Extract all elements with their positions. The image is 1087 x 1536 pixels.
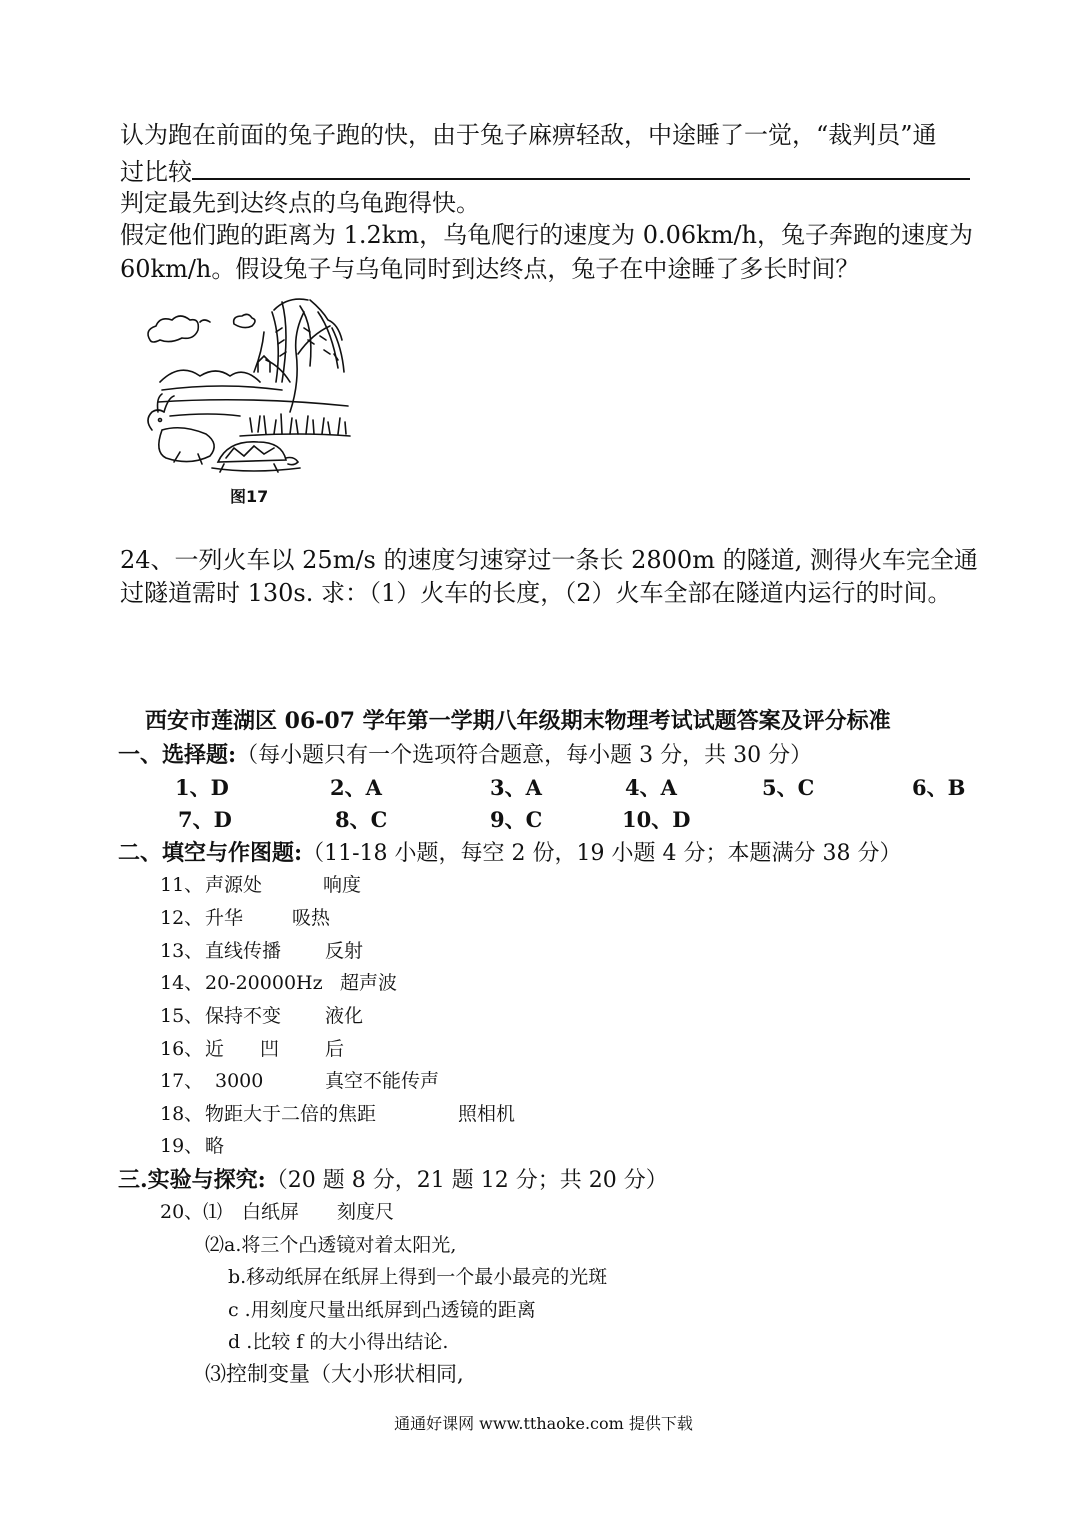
fill-answer-15: 15、保持不变 液化 [160, 1005, 364, 1027]
choice-answer: 1、D [175, 775, 229, 800]
choice-answer: 2、A [330, 775, 382, 800]
fill-answer-14: 14、20-20000Hz 超声波 [160, 972, 398, 994]
problem23-line2-prefix: 过比较 [120, 158, 192, 186]
problem23-line4: 假定他们跑的距离为 1.2km，乌龟爬行的速度为 0.06km/h，兔子奔跑的速度为 [120, 221, 974, 249]
section2-heading-line [118, 836, 901, 867]
answer-key-title: 西安市莲湖区 06-07 学年第一学期八年级期末物理考试试题答案及评分标准 [145, 708, 891, 734]
fill-answer-17: 17、 3000 真空不能传声 [160, 1070, 440, 1092]
figure-caption: 图17 [230, 487, 269, 506]
fill-answer-11: 11、声源处 响度 [160, 874, 362, 896]
fill-answer-13: 13、直线传播 反射 [160, 940, 364, 962]
answer-blank-line [192, 152, 970, 180]
choice-answer: 3、A [490, 775, 542, 800]
problem24-line2: 过隧道需时 130s. 求：（1）火车的长度，（2）火车全部在隧道内运行的时间。 [120, 579, 952, 607]
problem23-line2 [120, 152, 970, 189]
problem23-line3: 判定最先到达终点的乌龟跑得快。 [120, 189, 480, 217]
problem23-line1: 认为跑在前面的兔子跑的快，由于兔子麻痹轻敌，中途睡了一觉，“裁判员”通 [120, 121, 937, 149]
choice-answer: 9、C [490, 807, 543, 832]
hare-tortoise-illustration [140, 292, 358, 480]
choice-answer: 4、A [625, 775, 677, 800]
problem23-line5: 60km/h。假设兔子与乌龟同时到达终点，兔子在中途睡了多长时间？ [120, 255, 860, 283]
section2-heading: 二、填空与作图题: [118, 840, 303, 866]
problem24-line1: 24、一列火车以 25m/s 的速度匀速穿过一条长 2800m 的隧道, 测得火车完全通 [120, 546, 978, 574]
section3-heading-line [118, 1163, 668, 1194]
q20-part1: 20、⑴ 白纸屏 刻度尺 [160, 1201, 395, 1223]
choice-answer: 10、D [622, 807, 691, 832]
section2-note: （11-18 小题，每空 2 份，19 小题 4 分；本题满分 38 分） [302, 841, 902, 866]
section3-heading: 三.实验与探究: [118, 1167, 266, 1193]
page-footer: 通通好课网 www.tthaoke.com 提供下载 [394, 1414, 693, 1433]
section3-note: （20 题 8 分，21 题 12 分；共 20 分） [265, 1168, 668, 1193]
q20-part2d: d .比较 f 的大小得出结论. [228, 1331, 449, 1353]
q20-part2a: ⑵a.将三个凸透镜对着太阳光, [205, 1234, 457, 1256]
fill-answer-16: 16、近 凹 后 [160, 1038, 345, 1060]
q20-part3: ⑶控制变量（大小形状相同, [205, 1362, 464, 1386]
q20-part2c: c .用刻度尺量出纸屏到凸透镜的距离 [228, 1299, 536, 1321]
section1-note: （每小题只有一个选项符合题意，每小题 3 分，共 30 分） [236, 743, 813, 768]
choice-answer: 8、C [335, 807, 388, 832]
fill-answer-12: 12、升华 吸热 [160, 907, 331, 929]
fill-answer-18: 18、物距大于二倍的焦距 照相机 [160, 1103, 516, 1125]
section1-heading: 一、选择题: [118, 742, 237, 768]
choice-answer: 7、D [178, 807, 232, 832]
fill-answer-19: 19、略 [160, 1135, 225, 1157]
q20-part2b: b.移动纸屏在纸屏上得到一个最小最亮的光斑 [228, 1266, 608, 1288]
choice-answer: 5、C [762, 775, 815, 800]
choice-answer: 6、B [912, 775, 966, 800]
section1-heading-line [118, 738, 812, 769]
